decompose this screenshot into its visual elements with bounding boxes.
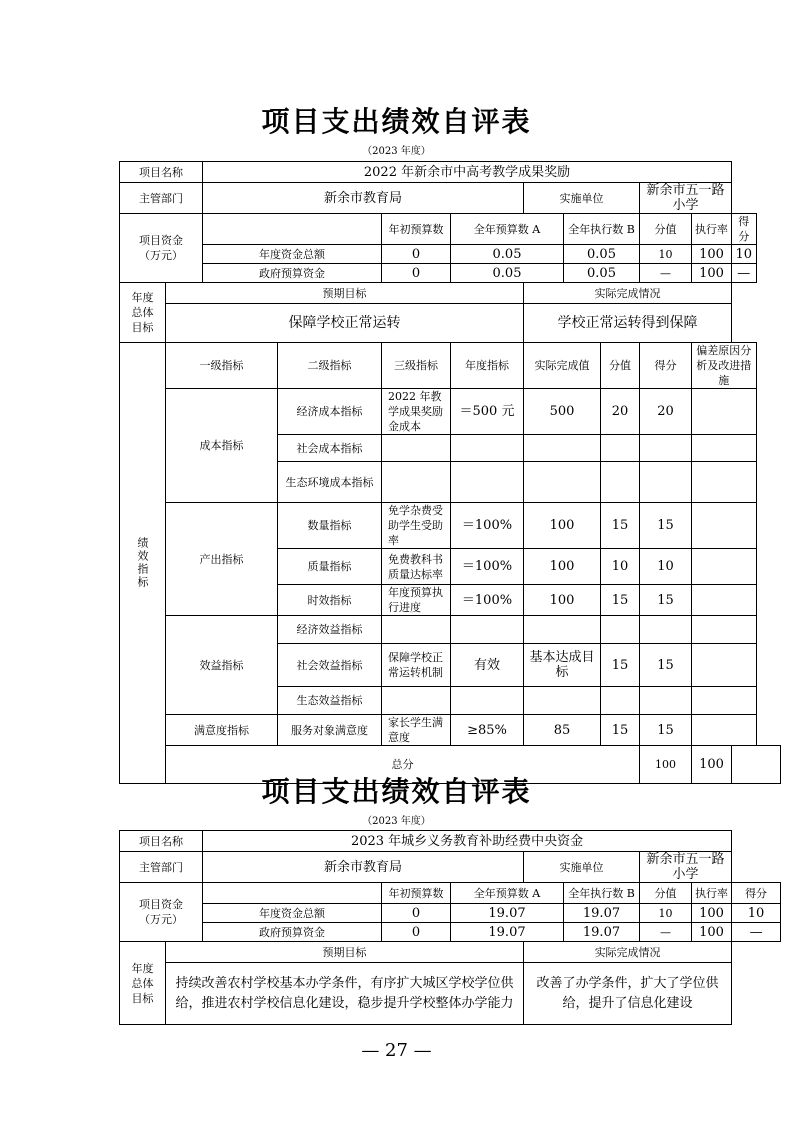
cat-output: 产出指标 (166, 503, 278, 616)
total-got: 10 (732, 245, 757, 264)
total-label: 总分 (166, 746, 640, 784)
ind-actual (524, 616, 601, 644)
ind-annual (451, 687, 524, 715)
col-score: 分值 (640, 214, 692, 245)
ind-score: 10 (601, 549, 640, 585)
gov-score: — (640, 923, 692, 942)
ind-got (640, 616, 692, 644)
ind-l2: 数量指标 (278, 503, 382, 549)
ind-score (601, 462, 640, 503)
row-total-label: 年度资金总额 (203, 245, 382, 264)
ind-reason (692, 462, 757, 503)
ind-l3: 保障学校正常运转机制 (382, 644, 451, 687)
h-annual: 年度指标 (451, 343, 524, 389)
ind-score: 15 (601, 644, 640, 687)
project-name-label: 项目名称 (120, 162, 203, 183)
total-init: 0 (382, 245, 451, 264)
ind-annual: ＝100% (451, 549, 524, 585)
ind-l2: 经济效益指标 (278, 616, 382, 644)
goal-label-2: 总体 (131, 306, 154, 319)
gov-full: 0.05 (451, 264, 564, 283)
h-score: 分值 (601, 343, 640, 389)
dept-value: 新余市教育局 (203, 852, 524, 883)
ind-reason (692, 585, 757, 616)
page-number: — 27 — (361, 1040, 432, 1061)
expected-label: 预期目标 (166, 283, 524, 304)
gov-got: — (732, 264, 757, 283)
col-exec: 全年执行数 B (564, 883, 640, 904)
ind-reason (692, 549, 757, 585)
total-exec: 0.05 (564, 245, 640, 264)
h-l1: 一级指标 (166, 343, 278, 389)
goal-label-1: 年度 (131, 291, 154, 304)
fund-blank (203, 883, 382, 904)
form2-table (119, 830, 781, 1025)
expected-label: 预期目标 (166, 942, 524, 963)
actual-label: 实际完成情况 (524, 942, 732, 963)
fund-unit: （万元） (139, 913, 183, 926)
row-total-label: 年度资金总额 (203, 904, 382, 923)
ind-score (601, 435, 640, 462)
ind-actual: 85 (524, 715, 601, 746)
ind-got: 10 (640, 549, 692, 585)
col-full: 全年预算数 A (451, 214, 564, 245)
row-gov-label: 政府预算资金 (203, 923, 382, 942)
total-score: 10 (640, 904, 692, 923)
row-gov-label: 政府预算资金 (203, 264, 382, 283)
goal-label-2: 总体 (131, 976, 154, 990)
ind-got: 20 (640, 389, 692, 435)
ind-l3 (382, 435, 451, 462)
ind-got (640, 435, 692, 462)
ind-reason (692, 389, 757, 435)
dept-label: 主管部门 (120, 852, 203, 883)
impl-label: 实施单位 (524, 183, 640, 214)
total-got: 10 (732, 904, 781, 923)
col-got: 得分 (732, 214, 757, 245)
col-init: 年初预算数 (382, 214, 451, 245)
ind-reason (692, 616, 757, 644)
ind-annual: ＝100% (451, 585, 524, 616)
goal-actual: 改善了办学条件，扩大了学位供给，提升了信息化建设 (524, 963, 732, 1025)
ind-annual (451, 616, 524, 644)
goal-label-3: 目标 (131, 321, 154, 334)
ind-l2: 社会成本指标 (278, 435, 382, 462)
total-full: 19.07 (451, 904, 564, 923)
ind-l2: 生态环境成本指标 (278, 462, 382, 503)
ind-got (640, 687, 692, 715)
ind-got (640, 462, 692, 503)
form2-title: 项目支出绩效自评表 (261, 775, 532, 808)
ind-l2: 服务对象满意度 (278, 715, 382, 746)
col-got: 得分 (732, 883, 781, 904)
cat-satisfaction: 满意度指标 (166, 715, 278, 746)
ind-reason (692, 435, 757, 462)
ind-l3: 家长学生满意度 (382, 715, 451, 746)
ind-annual: ＝500 元 (451, 389, 524, 435)
gov-rate: 100 (692, 264, 732, 283)
form2-year: （2023 年度） (362, 816, 431, 827)
gov-exec: 0.05 (564, 264, 640, 283)
gov-score: — (640, 264, 692, 283)
ind-l3: 2022 年教学成果奖励金成本 (382, 389, 451, 435)
ind-got: 15 (640, 644, 692, 687)
total-got-sum: 100 (692, 746, 732, 784)
ind-l2: 质量指标 (278, 549, 382, 585)
form1-title: 项目支出绩效自评表 (261, 105, 532, 138)
goal-label-3: 目标 (131, 991, 154, 1005)
goal-actual: 学校正常运转得到保障 (524, 304, 732, 343)
ind-annual: ＝100% (451, 503, 524, 549)
ind-reason (692, 644, 757, 687)
cat-benefit: 效益指标 (166, 616, 278, 715)
gov-exec: 19.07 (564, 923, 640, 942)
gov-got: — (732, 923, 781, 942)
impl-value: 新余市五一路小学 (640, 183, 732, 214)
h-reason: 偏差原因分析及改进措施 (692, 343, 757, 389)
h-l2: 二级指标 (278, 343, 382, 389)
goal-label (120, 283, 166, 343)
ind-annual (451, 462, 524, 503)
col-rate: 执行率 (692, 883, 732, 904)
project-name: 2023 年城乡义务教育补助经费中央资金 (203, 831, 732, 852)
ind-l3: 免学杂费受助学生受助率 (382, 503, 451, 549)
dept-label: 主管部门 (120, 183, 203, 214)
ind-annual: ≥85% (451, 715, 524, 746)
ind-l2: 生态效益指标 (278, 687, 382, 715)
impl-value: 新余市五一路小学 (640, 852, 732, 883)
ind-l3: 免费教科书质量达标率 (382, 549, 451, 585)
h-actual: 实际完成值 (524, 343, 601, 389)
ind-actual: 100 (524, 549, 601, 585)
fund-unit: （万元） (139, 249, 183, 262)
ind-got: 15 (640, 503, 692, 549)
ind-actual (524, 435, 601, 462)
ind-score: 15 (601, 585, 640, 616)
gov-init: 0 (382, 264, 451, 283)
ind-actual: 100 (524, 585, 601, 616)
col-rate: 执行率 (692, 214, 732, 245)
h-got: 得分 (640, 343, 692, 389)
total-rate: 100 (692, 245, 732, 264)
ind-l3: 年度预算执行进度 (382, 585, 451, 616)
total-init: 0 (382, 904, 451, 923)
ind-reason (692, 503, 757, 549)
cat-cost: 成本指标 (166, 389, 278, 503)
ind-actual (524, 462, 601, 503)
ind-actual: 100 (524, 503, 601, 549)
col-exec: 全年执行数 B (564, 214, 640, 245)
total-score: 10 (640, 245, 692, 264)
ind-got: 15 (640, 715, 692, 746)
ind-l2: 经济成本指标 (278, 389, 382, 435)
project-name: 2022 年新余市中高考教学成果奖励 (203, 162, 732, 183)
ind-actual: 基本达成目标 (524, 644, 601, 687)
ind-l2: 社会效益指标 (278, 644, 382, 687)
ind-l3 (382, 462, 451, 503)
ind-l2: 时效指标 (278, 585, 382, 616)
form1-table (119, 161, 781, 784)
h-l3: 三级指标 (382, 343, 451, 389)
fund-label (120, 883, 203, 942)
ind-score (601, 616, 640, 644)
total-rate: 100 (692, 904, 732, 923)
ind-reason (692, 715, 757, 746)
form1-year: （2023 年度） (362, 146, 431, 157)
ind-score: 15 (601, 715, 640, 746)
ind-score (601, 687, 640, 715)
ind-l3 (382, 616, 451, 644)
gov-rate: 100 (692, 923, 732, 942)
col-score: 分值 (640, 883, 692, 904)
gov-init: 0 (382, 923, 451, 942)
goal-label (120, 942, 166, 1025)
project-name-label: 项目名称 (120, 831, 203, 852)
goal-expected: 持续改善农村学校基本办学条件，有序扩大城区学校学位供给，推进农村学校信息化建设，稳步提升学校整体办学能力 (166, 963, 524, 1025)
goal-label-1: 年度 (131, 961, 154, 975)
ind-l3 (382, 687, 451, 715)
dept-value: 新余市教育局 (203, 183, 524, 214)
ind-annual (451, 435, 524, 462)
goal-expected: 保障学校正常运转 (166, 304, 524, 343)
ind-got: 15 (640, 585, 692, 616)
fund-label (120, 214, 203, 283)
ind-actual (524, 687, 601, 715)
total-exec: 19.07 (564, 904, 640, 923)
impl-label: 实施单位 (524, 852, 640, 883)
perf-label: 绩效指标 (120, 343, 166, 784)
ind-score: 20 (601, 389, 640, 435)
fund-label-text: 项目资金 (139, 898, 183, 911)
col-init: 年初预算数 (382, 883, 451, 904)
col-full: 全年预算数 A (451, 883, 564, 904)
total-full: 0.05 (451, 245, 564, 264)
ind-reason (692, 687, 757, 715)
ind-annual: 有效 (451, 644, 524, 687)
gov-full: 19.07 (451, 923, 564, 942)
fund-blank (203, 214, 382, 245)
ind-score: 15 (601, 503, 640, 549)
actual-label: 实际完成情况 (524, 283, 732, 304)
fund-label-text: 项目资金 (139, 234, 183, 247)
ind-actual: 500 (524, 389, 601, 435)
total-score-sum: 100 (640, 746, 692, 784)
